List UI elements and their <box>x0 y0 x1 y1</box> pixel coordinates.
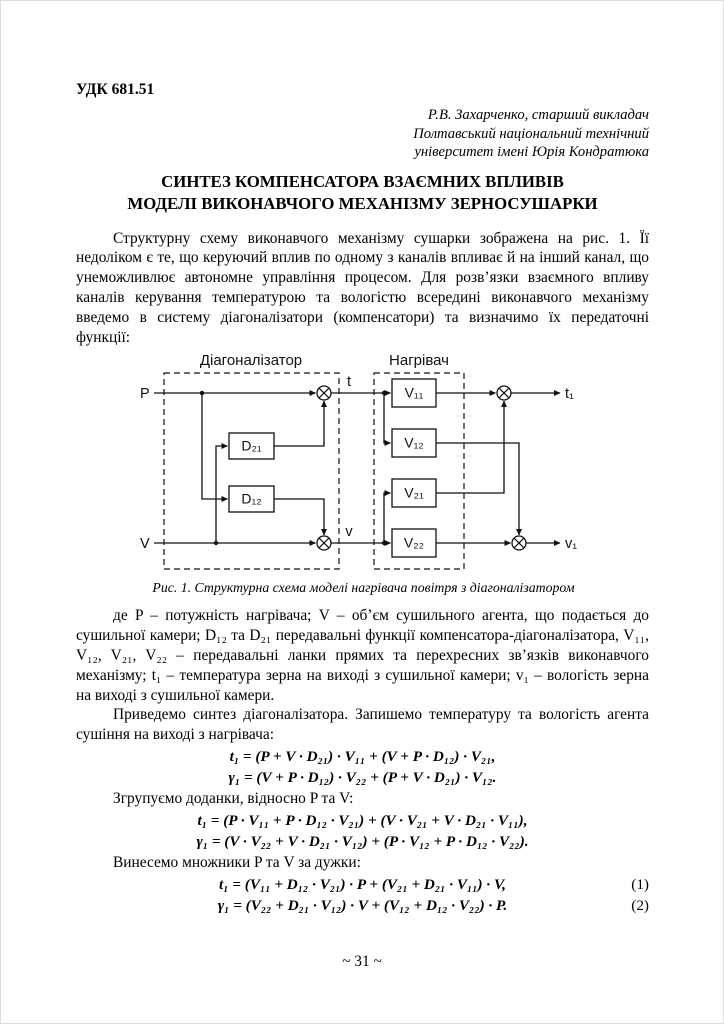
summing-junction-bottom-left <box>317 536 331 550</box>
equations-factored <box>76 874 649 916</box>
equation-t1-factored: t₁ = (V₁₁ + D₁₂ · V₂₁) · P + (V₂₁ + D₂₁ · V₁₁) · V, <box>219 875 506 893</box>
block-diagram <box>134 353 594 577</box>
equation-1-row <box>76 874 649 895</box>
summing-junction-top-left <box>317 386 331 400</box>
output-v1-label: v₁ <box>564 536 577 553</box>
wire-t-to-v12 <box>384 393 391 443</box>
diagonalizer-box-label: Діагоналізатор <box>199 353 302 370</box>
wire-v-branch-to-d21 <box>216 446 228 543</box>
equation-v1-definition: γ₁ = (V + P · D₁₂) · V₂₂ + (P + V · D₂₁) · V₁₂. <box>228 769 497 787</box>
factor-note-paragraph: Винесемо множники P та V за дужки: <box>113 853 361 871</box>
input-p-label: P <box>139 386 150 403</box>
block-v11-label: V₁₁ <box>404 384 423 401</box>
block-v12-label: V₁₂ <box>403 434 424 451</box>
block-v22 <box>392 529 436 557</box>
equation-t1-definition: t₁ = (P + V · D₂₁) · V₁₁ + (V + P · D₁₂) · V₂₁, <box>229 748 496 766</box>
summing-junction-bottom-right <box>512 536 526 550</box>
block-v21-label: V₂₁ <box>403 484 424 501</box>
branch-dot-t <box>381 391 385 395</box>
wire-v-to-v21 <box>384 493 391 543</box>
wire-v12-to-sum4 <box>436 443 519 535</box>
author-name: Р.В. Захарченко, старший викладач <box>427 107 649 123</box>
block-d12-label: D₁₂ <box>240 490 262 507</box>
input-v-label: V <box>139 536 150 553</box>
equation-v1-grouped: γ₁ = (V · V₂₂ + V · D₂₁ · V₁₂) + (P · V₁₂ + P · D₁₂ · V₂₂). <box>196 832 529 850</box>
branch-dot-p <box>199 391 203 395</box>
equation-2-row <box>76 895 649 916</box>
figure-caption: Рис. 1. Структурна схема моделі нагрівача повітря з діагоналізатором <box>152 580 575 596</box>
equations-definitions <box>76 746 649 788</box>
intro-paragraph: Структурну схему виконавчого механізму сушарки зображена на рис. 1. Її недоліком є те, що керуючий вплив по одному з каналів впливає й на інший канал, що унеможливлює автономне управління процесом. Для розв’язки взаємного впливу каналів керування температурою та вологістю всередині виконавчого механізму введемо в систему діагоналізатори (компенсатори) та визначимо їх передаточні функції: <box>76 229 649 346</box>
output-t1-label: t₁ <box>564 386 574 403</box>
wire-d21-to-sum1 <box>274 401 324 446</box>
block-d12 <box>229 486 274 512</box>
block-v22-label: V₂₂ <box>403 534 424 551</box>
paper-title <box>76 171 649 215</box>
udc-code: УДК 681.51 <box>76 81 155 98</box>
definitions-paragraph: де P – потужність нагрівача; V – об’єм сушильного агента, що подається до сушильної камери; D₁₂ та D₂₁ передавальні функції компенсатора-діагоналізатора, V₁₁, V₁₂, V₂₁, V₂₂ – передавальні ланки прямих та перехресних зв’язків виконавчого механізму; t₁ – температура зерна на виході з сушильної камери; v₁ – вологість зерна на виході з сушильної камери. <box>76 607 649 704</box>
equation-1-number: (1) <box>631 875 649 893</box>
affiliation-line-2: університет імені Юрія Кондратюка <box>414 144 649 161</box>
signal-t-label: t <box>346 374 351 391</box>
block-d21-label: D₂₁ <box>240 437 262 454</box>
author-block <box>76 106 649 162</box>
wire-v21-to-sum3 <box>436 401 504 493</box>
equation-2-number: (2) <box>631 896 649 914</box>
paper-title-line-2: МОДЕЛІ ВИКОНАВЧОГО МЕХАНІЗМУ ЗЕРНОСУШАРКИ <box>127 193 598 213</box>
heater-box-label: Нагрівач <box>388 353 449 370</box>
affiliation-line-1: Полтавський національний технічний <box>413 125 649 142</box>
wire-d12-to-sum2 <box>274 499 324 535</box>
equation-v1-factored: γ₁ = (V₂₂ + D₂₁ · V₁₂) · V + (V₁₂ + D₁₂ · V₂₂) · P. <box>217 896 508 914</box>
paper-title-line-1: СИНТЕЗ КОМПЕНСАТОРА ВЗАЄМНИХ ВПЛИВІВ <box>161 172 564 192</box>
equation-t1-grouped: t₁ = (P · V₁₁ + P · D₁₂ · V₂₁) + (V · V₂₁ + V · D₂₁ · V₁₁), <box>197 811 528 829</box>
block-v21 <box>392 479 436 507</box>
branch-dot-v-signal <box>381 541 385 545</box>
summing-junction-top-right <box>497 386 511 400</box>
figure-1 <box>76 353 651 596</box>
block-v11 <box>392 379 436 407</box>
group-note-paragraph: Згрупуємо доданки, відносно P та V: <box>113 790 354 808</box>
equations-grouped <box>76 810 649 852</box>
signal-v-label: v <box>344 524 353 541</box>
diagonalizer-dashed-box <box>164 373 339 569</box>
synthesis-intro-paragraph: Приведемо синтез діагоналізатора. Запишемо температуру та вологість агента сушіння на виході з нагрівача: <box>76 706 649 744</box>
block-d21 <box>229 433 274 459</box>
branch-dot-v <box>213 541 217 545</box>
block-v12 <box>392 429 436 457</box>
diagram-wires <box>154 393 560 543</box>
page-number: ~ 31 ~ <box>342 953 382 970</box>
